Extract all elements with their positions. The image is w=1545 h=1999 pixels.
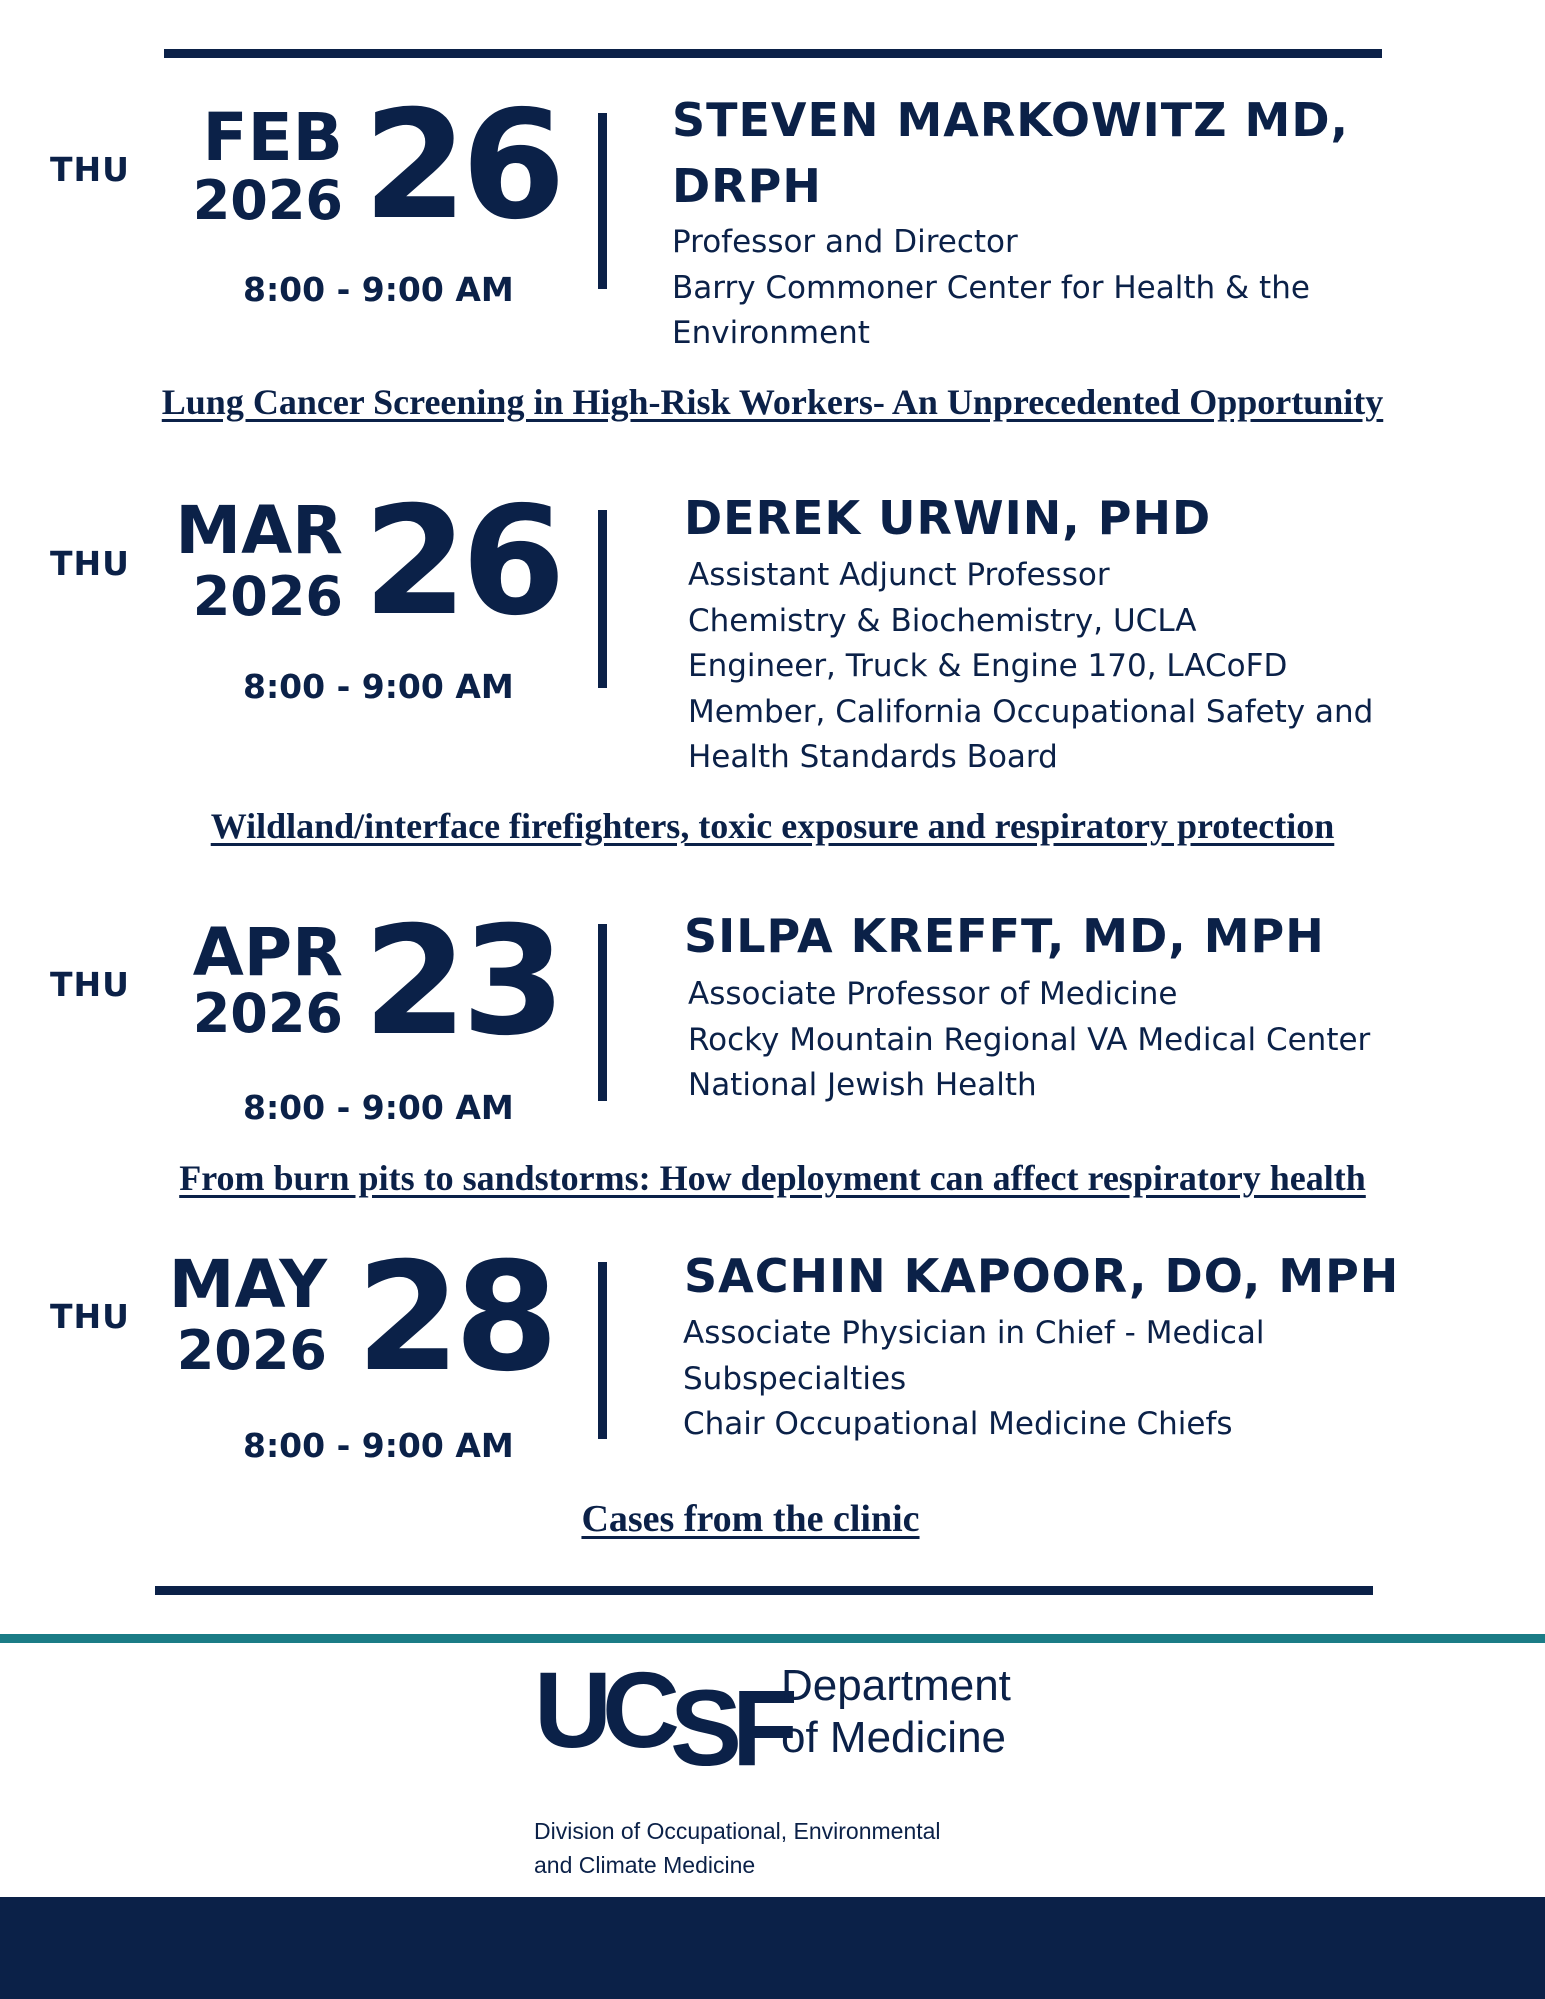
event-day: THU [50,965,130,1004]
event-date-number: 28 [356,1231,553,1405]
teal-accent-bar [0,1634,1545,1643]
event-time: 8:00 - 9:00 AM [243,1426,514,1465]
event-month: MAR [175,492,343,569]
affiliation-line: Professor and Director [672,224,1018,260]
affiliation-line: Assistant Adjunct Professor [688,557,1110,593]
footer-band [0,1897,1545,1999]
affiliation-line: Engineer, Truck & Engine 170, LACoFD [688,648,1288,684]
department-line: Department [781,1661,1011,1710]
event-year: 2026 [192,565,343,628]
affiliation-line: Barry Commoner Center for Health & the [672,269,1310,306]
department-name [781,1660,1011,1764]
divider-line [598,113,607,289]
event-month: FEB [202,99,343,176]
division-name [534,1814,941,1882]
speaker-affiliation [688,553,1373,781]
speaker-name [684,485,1211,551]
division-line: Division of Occupational, Environmental [534,1818,941,1844]
logo-mark-sf: SF [670,1667,789,1788]
ucsf-wordmark [534,1649,789,1788]
talk-title: Cases from the clinic [581,1498,920,1540]
top-rule [164,49,1382,58]
event-month: APR [192,914,343,991]
event-day: THU [50,150,130,189]
affiliation-line: Subspecialties [683,1360,907,1397]
speaker-affiliation [688,972,1370,1109]
affiliation-line: Environment [672,315,870,351]
affiliation-line: Associate Professor of Medicine [688,976,1178,1012]
talk-title: From burn pits to sandstorms: How deployment can affect respiratory health [179,1158,1366,1198]
speaker-affiliation [683,1311,1264,1448]
divider-line [598,1262,607,1439]
event-day: THU [50,1297,130,1336]
event-month: MAY [168,1246,327,1323]
affiliation-line: Chemistry & Biochemistry, UCLA [688,602,1197,639]
event-time: 8:00 - 9:00 AM [243,1088,514,1127]
affiliation-line: Health Standards Board [688,739,1058,775]
event-date-number: 23 [363,895,560,1069]
divider-line [598,510,607,688]
affiliation-line: Member, California Occupational Safety and [688,693,1374,730]
event-date-number: 26 [363,475,560,649]
speaker-name-line: DRPH [672,159,822,213]
division-line: and Climate Medicine [534,1852,756,1878]
affiliation-line: Rocky Mountain Regional VA Medical Center [688,1021,1371,1058]
event-year: 2026 [192,169,343,232]
speaker-name-line: STEVEN MARKOWITZ MD, [672,93,1349,147]
affiliation-line: National Jewish Health [688,1067,1037,1103]
speaker-affiliation [672,220,1310,357]
event-day: THU [50,544,130,583]
speaker-name-line: DEREK URWIN, PHD [684,491,1212,545]
event-year: 2026 [192,982,343,1045]
speaker-name [684,903,1325,969]
logo-mark-uc: UC [534,1649,670,1770]
speaker-name [684,1243,1399,1309]
talk-title: Lung Cancer Screening in High-Risk Workers- An Unprecedented Opportunity [161,382,1384,422]
speaker-name-line: SILPA KREFFT, MD, MPH [684,909,1325,963]
talk-title: Wildland/interface firefighters, toxic exposure and respiratory protection [210,806,1335,846]
department-line: of Medicine [781,1713,1007,1762]
event-time: 8:00 - 9:00 AM [243,667,514,706]
divider-line [598,924,607,1101]
affiliation-line: Associate Physician in Chief - Medical [683,1315,1265,1351]
speaker-name-line: SACHIN KAPOOR, DO, MPH [684,1249,1400,1303]
event-year: 2026 [176,1319,327,1382]
speaker-name [672,87,1349,219]
affiliation-line: Chair Occupational Medicine Chiefs [683,1406,1233,1442]
bottom-rule [155,1586,1373,1595]
event-time: 8:00 - 9:00 AM [243,270,514,309]
event-date-number: 26 [363,79,560,253]
ucsf-department-logo [534,1649,1034,1788]
